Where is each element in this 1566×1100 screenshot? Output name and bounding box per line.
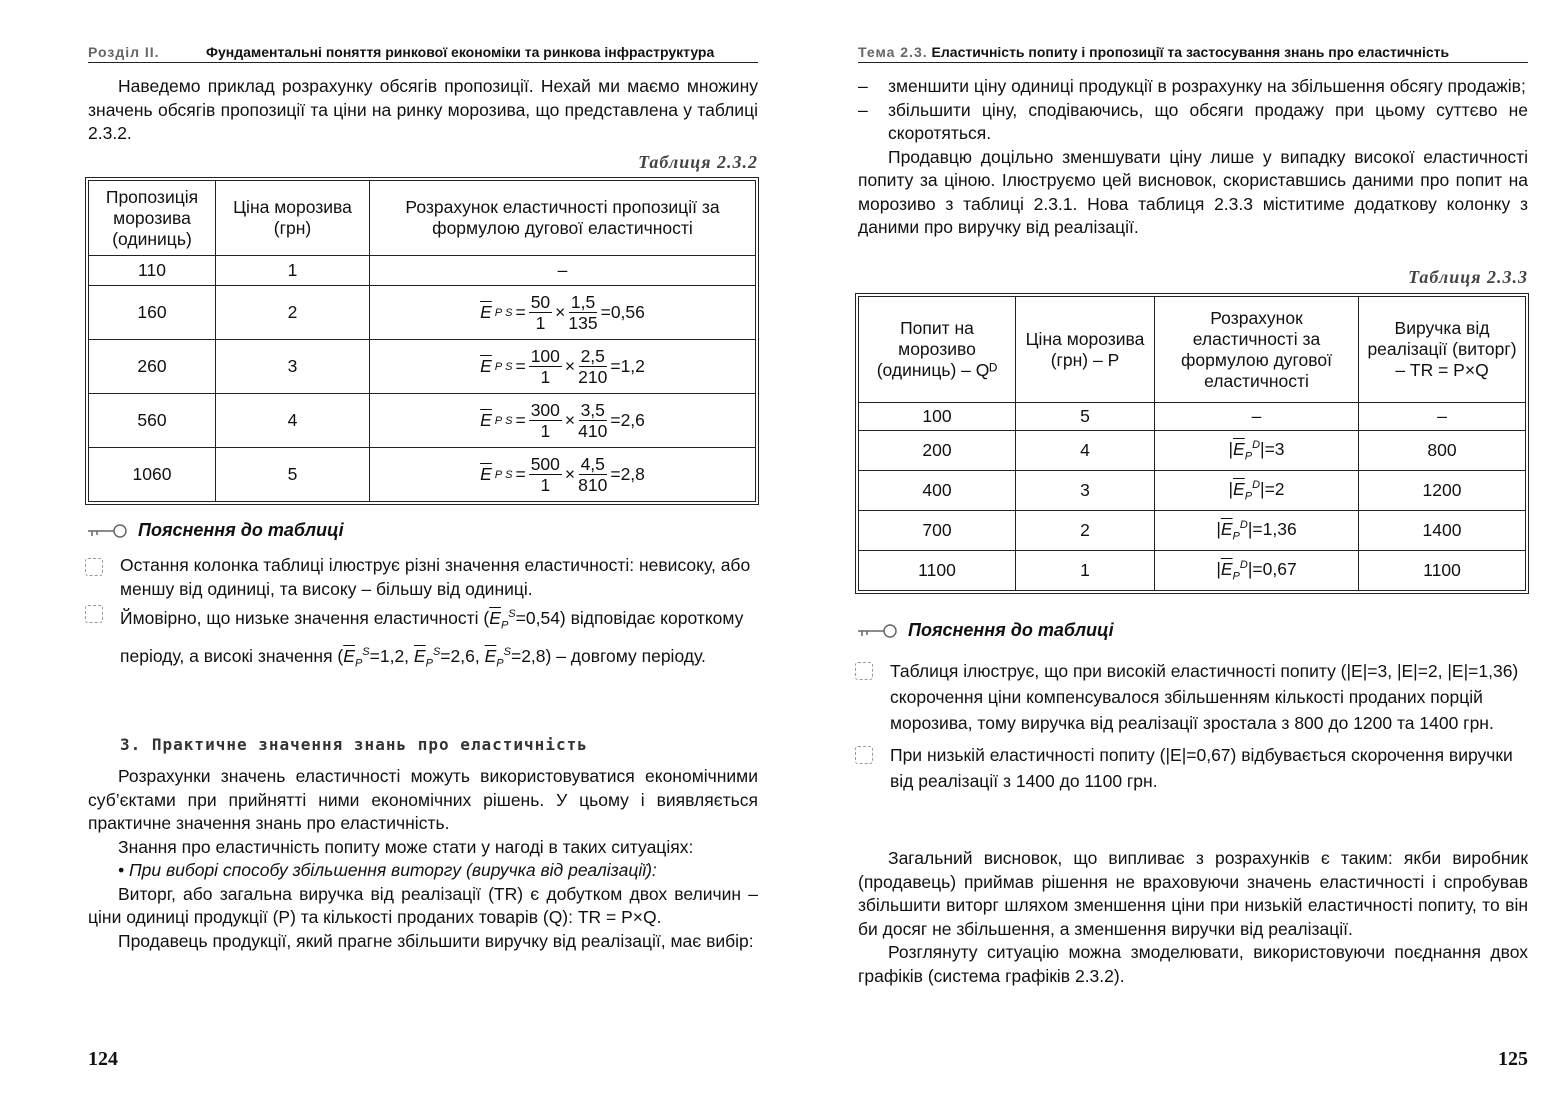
- table-cell: 5: [1016, 403, 1155, 431]
- table-caption: Таблиця 2.3.2: [638, 152, 758, 172]
- table-cell: 400: [859, 471, 1016, 511]
- table-notes: [88, 554, 758, 678]
- key-icon: [858, 624, 898, 638]
- running-header: [88, 44, 758, 63]
- running-header: [858, 44, 1528, 63]
- list-item: Ймовірно, що низьке значення еластичності $(\overline{E}_P^S=0,54)$ відповідає короткому періоду, а високі значення ($\overline{E}_P^S=1,2$, $\overline{E}_P^S=2,6$, $\overline{E}_P^S=2,8$) – довгому періоду.: [88, 601, 758, 678]
- table-cell: 160: [89, 286, 216, 340]
- table-cell: 800: [1359, 431, 1526, 471]
- note-heading: Пояснення до таблиці: [88, 520, 344, 541]
- note-bullet-icon: [85, 558, 103, 576]
- table-cell: $|\overline{E}_P^D|=1,36$: [1155, 511, 1359, 551]
- section-body: Розрахунки значень еластичності можуть використовуватися економічними суб’єктами при прийнятті ними економічних рішень. У цьому і виявляється практичне значення знань про еластичність. Знання про еластичність попиту може стати у нагоді в таких ситуаціях: • При виборі способу збільшення виторгу (виручка від реалізації): Виторг, або загальна виручка від реалізації (TR) є добутком двох величин – ціни одиниці продукції (P) та кількості проданих товарів (Q): TR = P×Q. Продавець продукції, який прагне збільшити виручку від реалізації, має вибір:: [88, 766, 758, 951]
- column-header: Розрахунок еластичності пропозиції за формулою дугової еластичності: [370, 181, 756, 256]
- table-cell: 5: [216, 448, 370, 502]
- table-cell: 200: [859, 431, 1016, 471]
- conclusion: Загальний висновок, що випливає з розрахунків є таким: якби виробник (продавець) приймав рішення не враховуючи значень еластичності і спробував збільшити виторг шляхом зменшення ціни при низькій еластичності попиту, то він би досяг не збільшення, а зменшення виручки від реалізації. Розглянуту ситуацію можна змоделювати, використовуючи поєднання двох графіків (система графіків 2.3.2).: [858, 848, 1528, 986]
- paragraph: Продавцю доцільно зменшувати ціну лише у випадку високої еластичності попиту за ціною. Ілюструємо цей висновок, скориставшись даними про попит на морозиво з таблиці 2.3.1. Нова таблиця 2.3.3 міститиме додаткову колонку з даними про виручку від реалізації.: [858, 146, 1528, 237]
- table-cell: –: [1155, 403, 1359, 431]
- table-cell: 560: [89, 394, 216, 448]
- table-header-row: [89, 181, 756, 256]
- table-row: [859, 403, 1526, 431]
- column-header: Виручка від реалізації (виторг) – TR = P×Q: [1359, 297, 1526, 403]
- page-number: 125: [1498, 1048, 1528, 1070]
- dash-list: [858, 75, 1528, 240]
- table-cell: 700: [859, 511, 1016, 551]
- note-bullet-icon: [855, 662, 873, 680]
- table-row: [89, 340, 756, 394]
- table-cell: 2: [1016, 511, 1155, 551]
- column-header: Попит на морозиво (одиниць) – Qᴰ: [859, 297, 1016, 403]
- table-cell: $|\overline{E}_P^D|=0,67$: [1155, 551, 1359, 591]
- table-cell: 1100: [859, 551, 1016, 591]
- table-cell: 3: [216, 340, 370, 394]
- intro-paragraph: Наведемо приклад розрахунку обсягів пропозиції. Нехай ми маємо множину значень обсягів пропозиції та ціни на ринку морозива, що представлена у таблиці 2.3.2.: [88, 76, 758, 143]
- table-cell: $|\overline{E}_P^D|=3$: [1155, 431, 1359, 471]
- table-cell: –: [370, 256, 756, 286]
- table-cell: 110: [89, 256, 216, 286]
- key-icon: [88, 524, 128, 538]
- table-row: [859, 551, 1526, 591]
- left-page: [88, 0, 758, 1100]
- page-number: 124: [88, 1048, 118, 1070]
- table-cell: 1: [1016, 551, 1155, 591]
- table-cell: 1400: [1359, 511, 1526, 551]
- list-item: Таблиця ілюструє, що при високій еластичності попиту (|E|=3, |E|=2, |E|=1,36) скорочення ціни компенсувалося збільшенням кількості проданих порцій морозива, тому виручка від реалізації зростала з 800 до 1200 та 1400 грн.: [858, 658, 1528, 736]
- note-heading: Пояснення до таблиці: [858, 620, 1114, 641]
- table-row: [89, 448, 756, 502]
- demand-elasticity-table: [858, 296, 1526, 591]
- table-header-row: [859, 297, 1526, 403]
- table-caption: Таблиця 2.3.3: [1408, 267, 1528, 287]
- table-cell: $|\overline{E}_P^D|=2$: [1155, 471, 1359, 511]
- right-page: [858, 0, 1528, 1100]
- column-header: Розрахунок еластичності за формулою дугової еластичності: [1155, 297, 1359, 403]
- list-item: – збільшити ціну, сподіваючись, що обсяги продажу при цьому суттєво не скоротяться.: [858, 99, 1528, 146]
- column-header: Ціна морозива (грн): [216, 181, 370, 256]
- running-title: Еластичність попиту і пропозиції та застосування знань про еластичність: [931, 44, 1450, 60]
- formula-cell: $\overline{E}$ P S = 50 1 × $\frac{1,5}{135}$ =0,56: [370, 286, 756, 340]
- table-cell: 4: [1016, 431, 1155, 471]
- list-item: Остання колонка таблиці ілюструє різні значення еластичності: невисоку, або меншу від одиниці, та високу – більшу від одиниці.: [88, 554, 758, 601]
- table-cell: 4: [216, 394, 370, 448]
- table-row: [89, 394, 756, 448]
- column-header: Ціна морозива (грн) – P: [1016, 297, 1155, 403]
- section-label: Тема 2.3.: [858, 44, 928, 60]
- list-item: При низькій еластичності попиту (|E|=0,67) відбувається скорочення виручки від реалізації з 1400 до 1100 грн.: [858, 742, 1528, 794]
- section-label: Розділ ІІ.: [88, 44, 160, 60]
- table-cell: 2: [216, 286, 370, 340]
- table-row: [89, 286, 756, 340]
- supply-elasticity-table: [88, 180, 756, 502]
- table-cell: 1060: [89, 448, 216, 502]
- table-row: [89, 256, 756, 286]
- list-item: – зменшити ціну одиниці продукції в розрахунку на збільшення обсягу продажів;: [858, 75, 1528, 99]
- note-bullet-icon: [85, 605, 103, 623]
- table-row: [859, 431, 1526, 471]
- table-cell: –: [1359, 403, 1526, 431]
- formula-cell: $\overline{E}$ P S = 300 1 × $\frac{3,5}{410}$ =2,6: [370, 394, 756, 448]
- table-row: [859, 471, 1526, 511]
- table-cell: 1: [216, 256, 370, 286]
- table-row: [859, 511, 1526, 551]
- table-cell: 1200: [1359, 471, 1526, 511]
- table-cell: 3: [1016, 471, 1155, 511]
- formula-cell: $\overline{E}$ P S = 500 1 × $\frac{4,5}{810}$ =2,8: [370, 448, 756, 502]
- note-bullet-icon: [855, 746, 873, 764]
- running-title: Фундаментальні поняття ринкової економіки та ринкова інфраструктура: [206, 44, 715, 60]
- formula-cell: $\overline{E}$ P S = 100 1 × $\frac{2,5}{210}$ =1,2: [370, 340, 756, 394]
- table-cell: 1100: [1359, 551, 1526, 591]
- table-cell: 100: [859, 403, 1016, 431]
- table-cell: 260: [89, 340, 216, 394]
- section-heading: 3. Практичне значення знань про еластичність: [120, 735, 588, 754]
- table-notes: [858, 658, 1528, 794]
- column-header: Пропозиція морозива (одиниць): [89, 181, 216, 256]
